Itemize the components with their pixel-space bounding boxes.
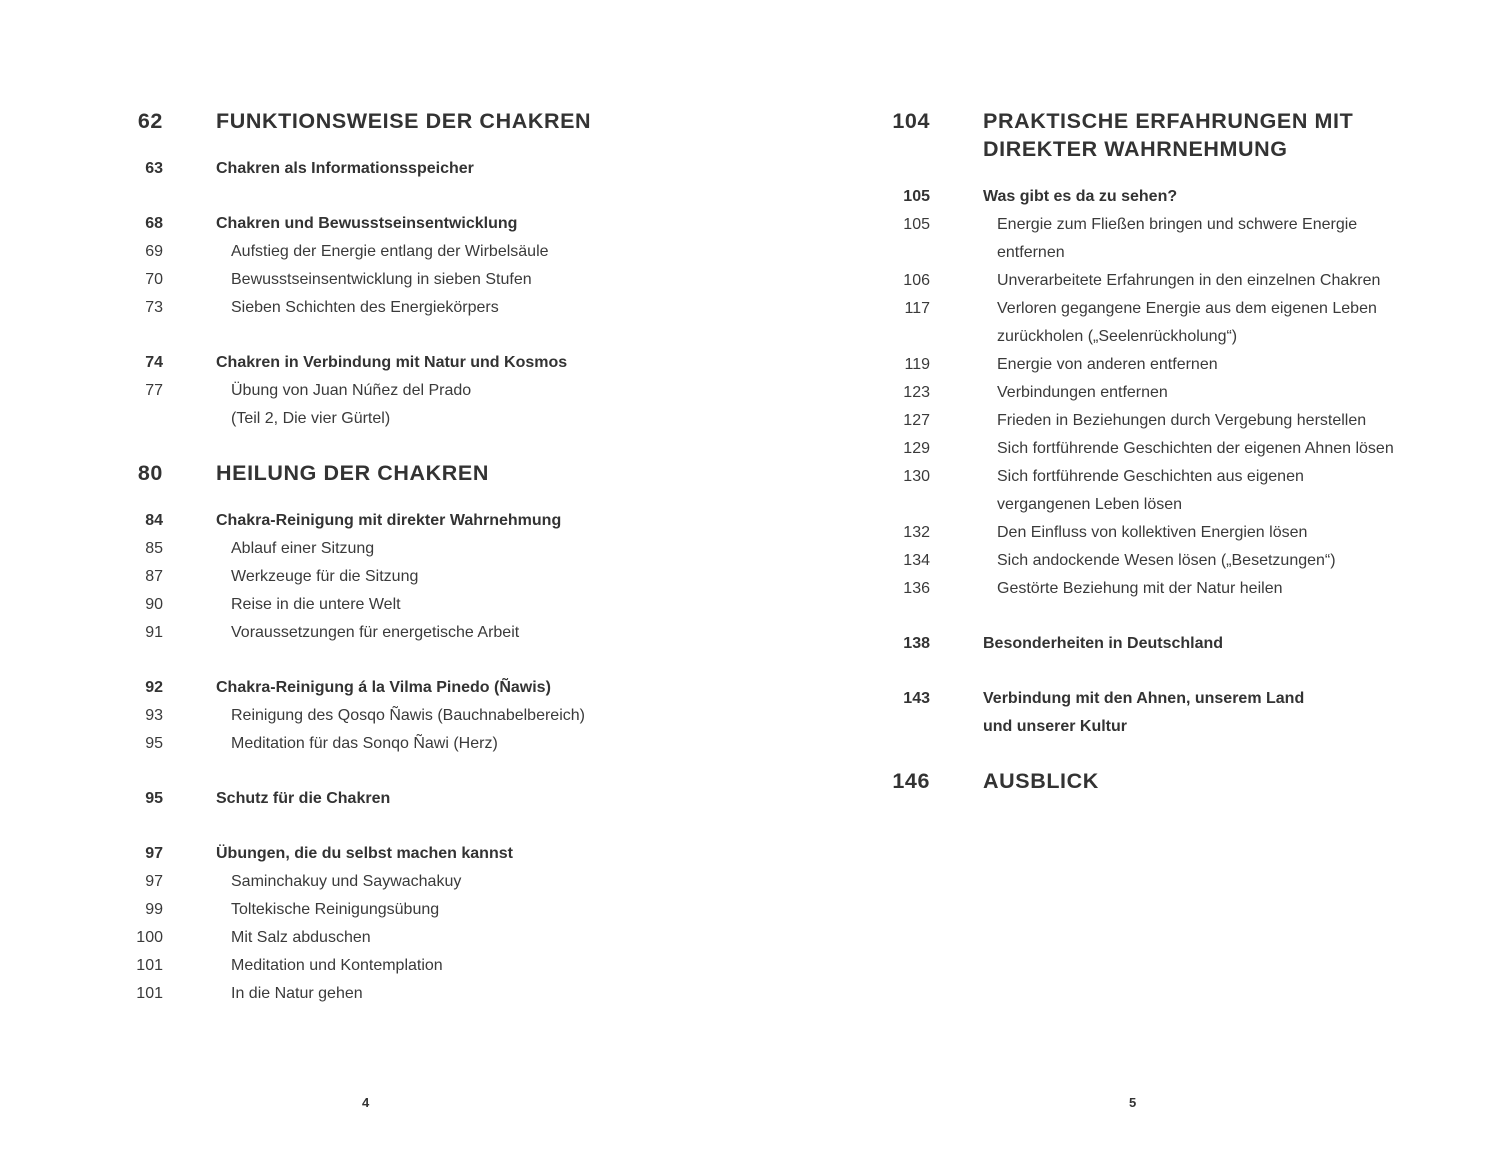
toc-page-number: 97 [145,873,163,890]
toc-subsection[interactable] [750,295,1500,351]
toc-subsection[interactable] [0,868,750,896]
toc-page-number: 74 [145,354,163,371]
toc-subsection[interactable] [0,238,750,266]
toc-title: Verbindung mit den Ahnen, unserem Land [983,690,1305,707]
toc-title: Chakra-Reinigung mit direkter Wahrnehmung [216,512,562,529]
toc-title: Besonderheiten in Deutschland [983,635,1224,652]
toc-page-number: 91 [145,624,163,641]
toc-page-number: 146 [892,769,930,793]
toc-subsection[interactable] [0,896,750,924]
toc-title: Frieden in Beziehungen durch Vergebung herstellen [997,412,1367,429]
toc-title: Energie zum Fließen bringen und schwere Energie [997,216,1358,233]
toc-title: Sich fortführende Geschichten der eigenen Ahnen lösen [997,440,1394,457]
toc-title: Energie von anderen entfernen [997,356,1218,373]
toc-title: Unverarbeitete Erfahrungen in den einzelnen Chakren [997,272,1381,289]
toc-page-number: 68 [145,215,163,232]
toc-title: Ablauf einer Sitzung [231,540,375,557]
toc-title: PRAKTISCHE ERFAHRUNGEN MIT [983,109,1354,133]
toc-section[interactable] [0,785,750,813]
toc-subsection[interactable] [750,519,1500,547]
toc-title: Den Einfluss von kollektiven Energien lösen [997,524,1308,541]
toc-right [750,107,1500,795]
toc-page-number: 104 [892,109,930,133]
toc-title: Schutz für die Chakren [216,790,391,807]
page-number: 4 [362,1095,370,1110]
toc-chapter[interactable] [0,107,750,135]
toc-subsection[interactable] [0,266,750,294]
toc-subsection[interactable] [750,407,1500,435]
toc-title-continued: entfernen [997,244,1065,261]
toc-title: In die Natur gehen [231,985,363,1002]
toc-page-number: 119 [904,356,930,373]
toc-title: Werkzeuge für die Sitzung [231,568,419,585]
toc-title: Chakra-Reinigung á la Vilma Pinedo (Ñawis) [216,679,551,696]
toc-subsection[interactable] [0,980,750,1008]
toc-subsection[interactable] [0,924,750,952]
toc-section[interactable] [0,349,750,377]
toc-subsection[interactable] [750,211,1500,267]
toc-section[interactable] [0,840,750,868]
toc-subsection[interactable] [0,591,750,619]
toc-title: Meditation und Kontemplation [231,957,443,974]
toc-title: Aufstieg der Energie entlang der Wirbelsäule [231,243,549,260]
toc-page-number: 130 [903,468,930,485]
toc-title: Gestörte Beziehung mit der Natur heilen [997,580,1283,597]
toc-subsection[interactable] [0,952,750,980]
toc-title: HEILUNG DER CHAKREN [216,461,489,485]
toc-page-number: 97 [145,845,163,862]
toc-subsection[interactable] [0,619,750,647]
toc-title-continued: DIREKTER WAHRNEHMUNG [983,137,1288,161]
toc-title: AUSBLICK [983,769,1099,793]
toc-page-number: 90 [145,596,163,613]
toc-page-number: 100 [136,929,163,946]
toc-title: Chakren als Informationsspeicher [216,160,474,177]
toc-page-number: 95 [145,735,163,752]
toc-page-number: 77 [145,382,163,399]
toc-page-number: 95 [145,790,163,807]
toc-title: Toltekische Reinigungsübung [231,901,440,918]
toc-title-continued: vergangenen Leben lösen [997,496,1183,513]
toc-subsection[interactable] [750,351,1500,379]
toc-page-number: 87 [145,568,163,585]
toc-subsection[interactable] [0,535,750,563]
toc-section[interactable] [0,155,750,183]
toc-title: Voraussetzungen für energetische Arbeit [231,624,520,641]
toc-section[interactable] [0,674,750,702]
toc-title: Saminchakuy und Saywachakuy [231,873,462,890]
toc-section[interactable] [0,210,750,238]
toc-title-continued: (Teil 2, Die vier Gürtel) [231,410,391,427]
toc-page-number: 69 [145,243,163,260]
page-number: 5 [1129,1095,1137,1110]
toc-page-number: 123 [903,384,930,401]
toc-page-number: 63 [145,160,163,177]
toc-page-number: 92 [145,679,163,696]
toc-title: Verbindungen entfernen [997,384,1168,401]
toc-page-number: 105 [903,188,930,205]
toc-page-number: 101 [136,985,163,1002]
toc-page-number: 105 [903,216,930,233]
toc-page-number: 136 [903,580,930,597]
toc-title: Übungen, die du selbst machen kannst [216,845,513,862]
toc-title-continued: zurückholen („Seelenrückholung“) [997,328,1238,345]
toc-title-continued: und unserer Kultur [983,718,1128,735]
toc-page-number: 134 [903,552,930,569]
toc-subsection[interactable] [750,547,1500,575]
toc-chapter[interactable] [750,767,1500,795]
toc-section[interactable] [750,183,1500,211]
toc-page-number: 62 [137,109,163,133]
toc-page-number: 80 [137,461,163,485]
toc-page-number: 127 [903,412,930,429]
toc-title: Reinigung des Qosqo Ñawis (Bauchnabelbereich) [231,707,585,724]
toc-page-number: 84 [145,512,163,529]
toc-section[interactable] [750,630,1500,658]
toc-subsection[interactable] [750,267,1500,295]
toc-title: Meditation für das Sonqo Ñawi (Herz) [231,735,498,752]
toc-title: FUNKTIONSWEISE DER CHAKREN [216,109,592,133]
right-page [750,0,1500,1166]
toc-page-number: 129 [903,440,930,457]
toc-page-number: 99 [145,901,163,918]
toc-page-number: 93 [145,707,163,724]
toc-title: Chakren in Verbindung mit Natur und Kosmos [216,354,568,371]
toc-page-number: 138 [903,635,930,652]
toc-title: Reise in die untere Welt [231,596,401,613]
toc-section[interactable] [0,507,750,535]
toc-title: Mit Salz abduschen [231,929,371,946]
toc-subsection[interactable] [0,294,750,322]
toc-title: Sich andockende Wesen lösen („Besetzungen“) [997,552,1336,569]
toc-subsection[interactable] [0,702,750,730]
toc-page-number: 132 [903,524,930,541]
toc-section[interactable] [750,685,1500,741]
toc-chapter[interactable] [750,107,1500,163]
toc-page-number: 70 [145,271,163,288]
toc-chapter[interactable] [0,459,750,487]
toc-page-number: 101 [136,957,163,974]
toc-subsection[interactable] [0,377,750,433]
toc-subsection[interactable] [0,563,750,591]
toc-title: Bewusstseinsentwicklung in sieben Stufen [231,271,532,288]
toc-page-number: 106 [903,272,930,289]
toc-page-number: 143 [903,690,930,707]
toc-title: Was gibt es da zu sehen? [983,188,1178,205]
toc-page-number: 73 [145,299,163,316]
toc-subsection[interactable] [0,730,750,758]
toc-subsection[interactable] [750,575,1500,603]
toc-subsection[interactable] [750,379,1500,407]
toc-title: Verloren gegangene Energie aus dem eigenen Leben [997,300,1377,317]
toc-subsection[interactable] [750,435,1500,463]
toc-page-number: 117 [904,300,930,317]
toc-left [0,107,750,1008]
toc-title: Sich fortführende Geschichten aus eigenen [997,468,1304,485]
toc-page-number: 85 [145,540,163,557]
toc-title: Übung von Juan Núñez del Prado [231,382,472,399]
toc-title: Sieben Schichten des Energiekörpers [231,299,499,316]
toc-subsection[interactable] [750,463,1500,519]
toc-title: Chakren und Bewusstseinsentwicklung [216,215,518,232]
